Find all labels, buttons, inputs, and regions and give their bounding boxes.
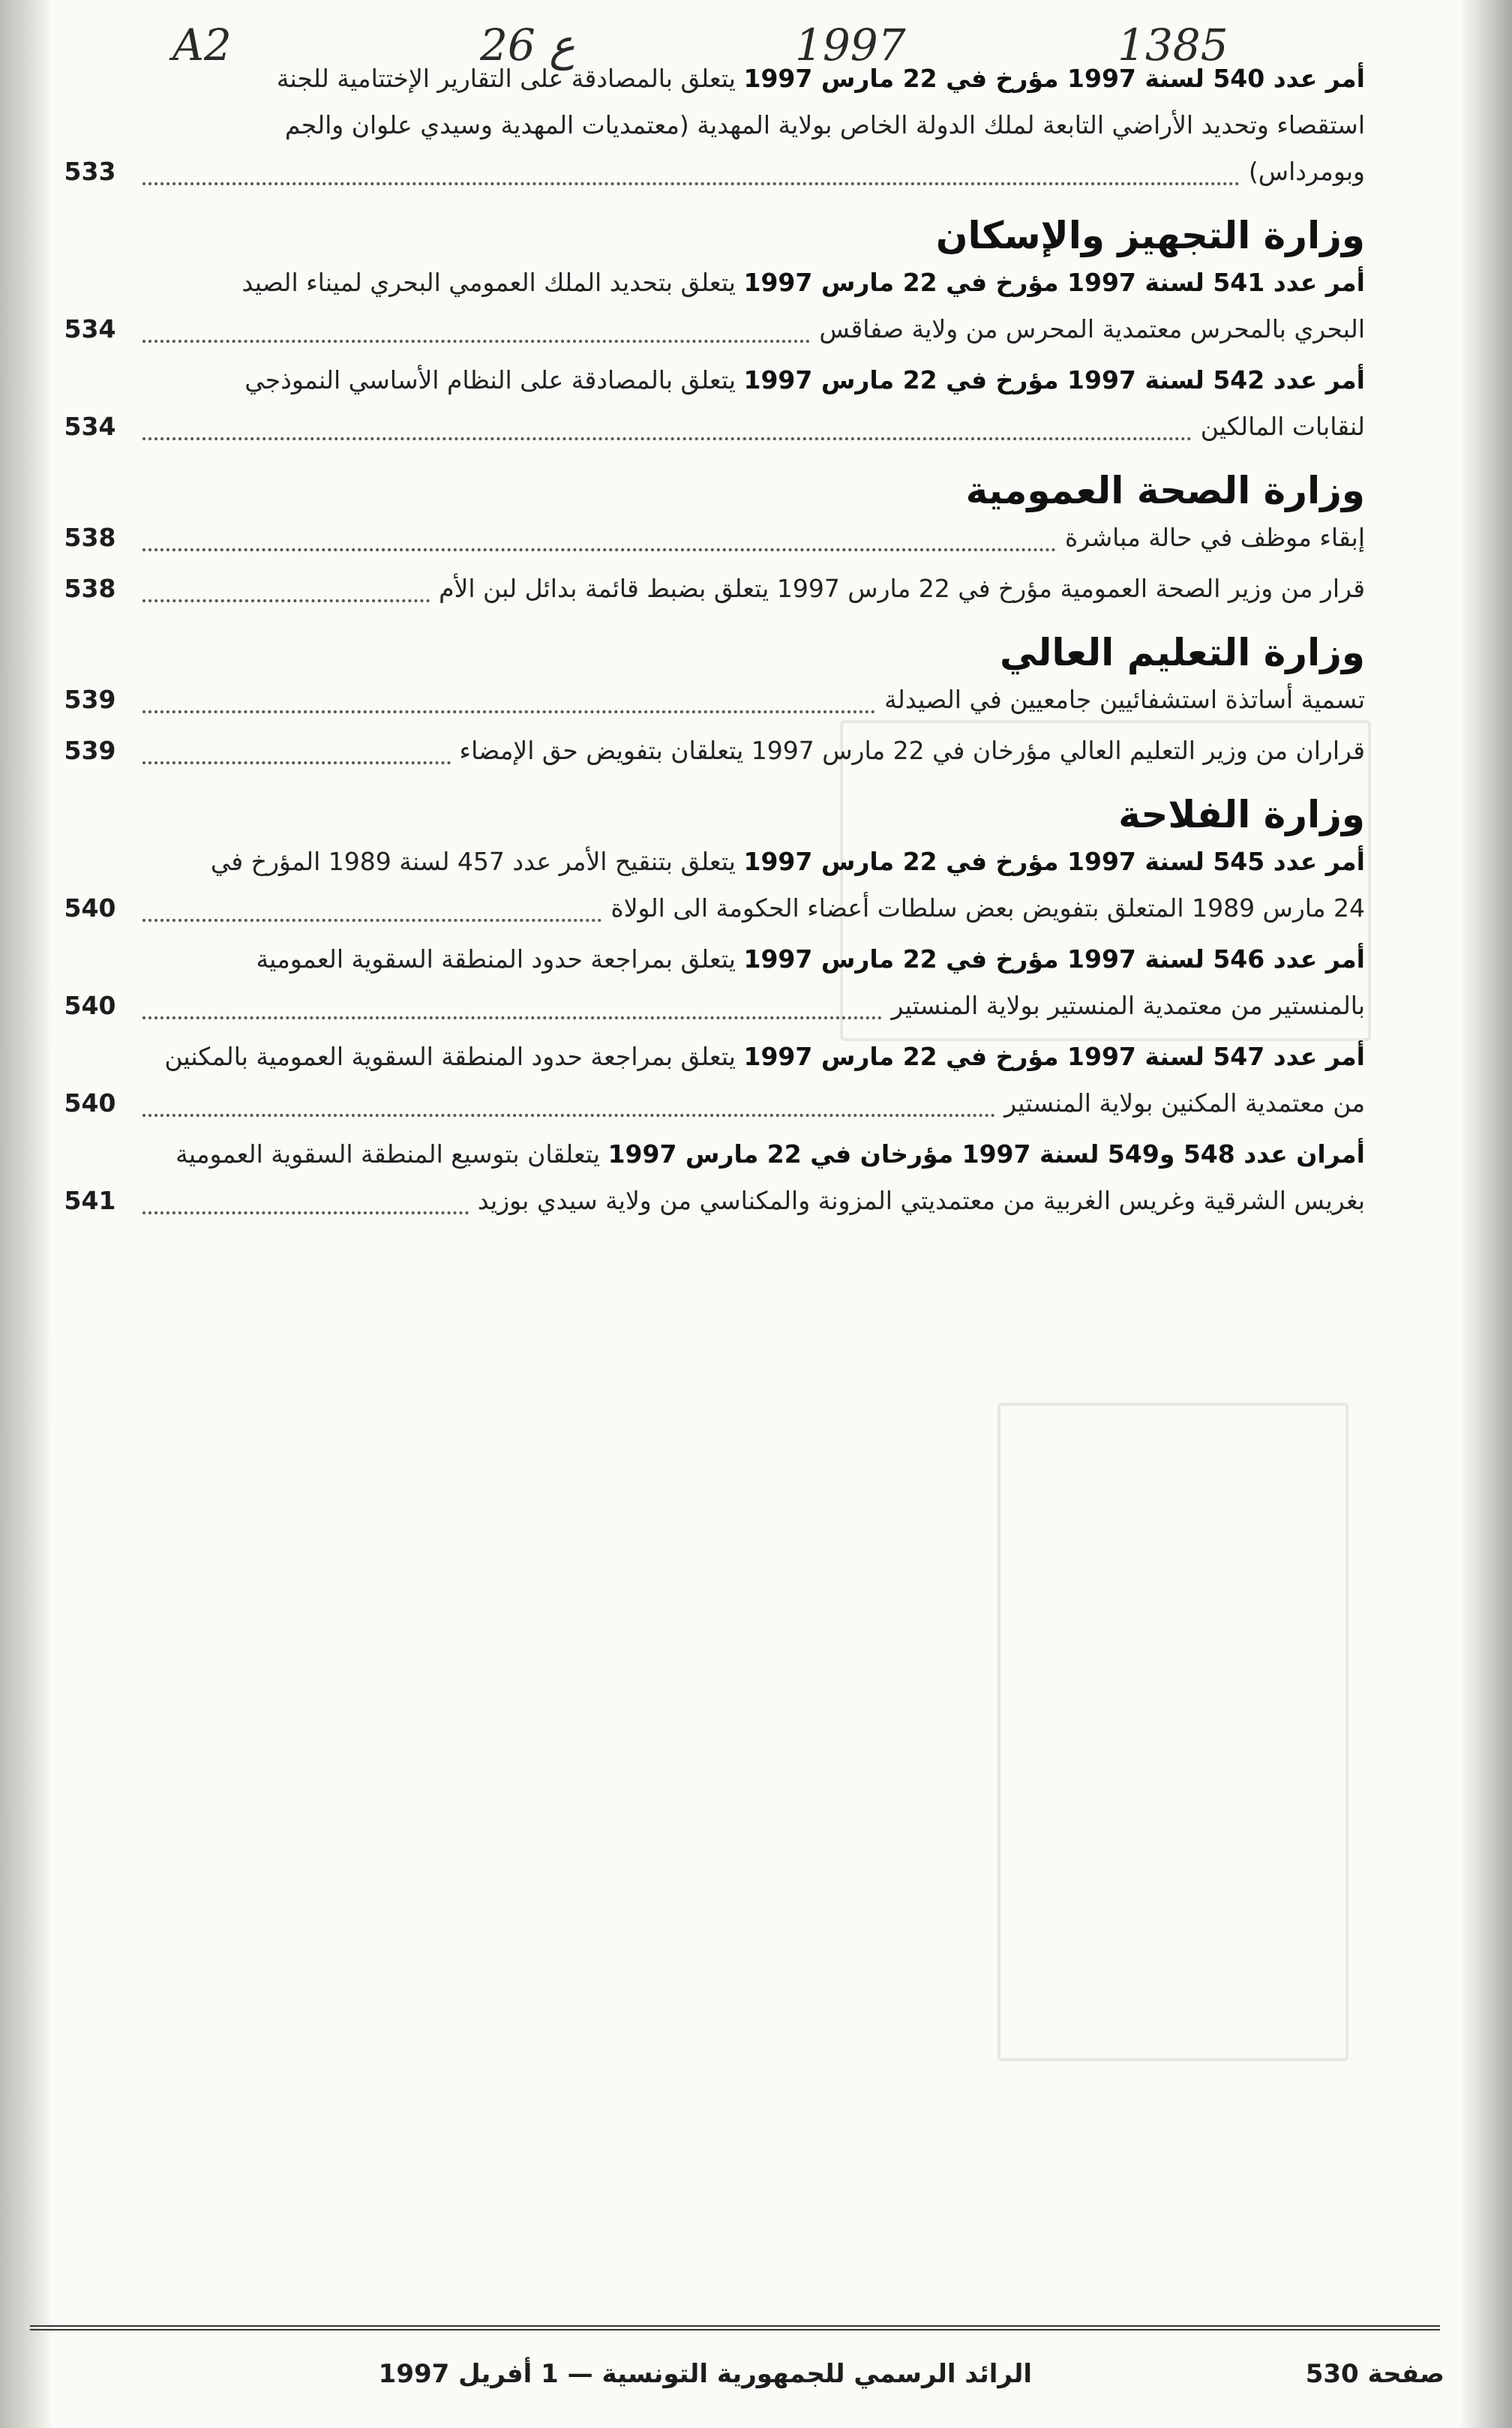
- entry-line: [1004, 1088, 1365, 1118]
- entry-line: [211, 847, 1365, 876]
- entry-line: [1065, 523, 1365, 552]
- entry-text: لنقابات المالكين: [1200, 412, 1365, 441]
- footer-page-label: صفحة 530: [1305, 2359, 1444, 2389]
- section-title: وزارة التعليم العالي: [1000, 631, 1365, 674]
- entry-text: يتعلق بتنقيح الأمر عدد 457 لسنة 1989 المؤرخ في: [210, 847, 736, 876]
- entry-line: [285, 110, 1365, 140]
- scan-right-edge: [1460, 0, 1512, 2428]
- leader-dots: [142, 340, 810, 343]
- entry-line: [242, 268, 1365, 297]
- entry-line: [1201, 412, 1365, 441]
- leader-dots: [142, 1211, 469, 1214]
- entry-line: [891, 991, 1365, 1020]
- leader-dots: [142, 1114, 995, 1117]
- footer-journal-title: الرائد الرسمي للجمهورية التونسية — 1 أفريل 1997: [378, 2359, 1032, 2389]
- toc-page-number[interactable]: 540: [64, 991, 116, 1020]
- entry-text: قراران من وزير التعليم العالي مؤرخان في 22 مارس 1997 يتعلقان بتفويض حق الإمضاء: [459, 736, 1365, 765]
- toc-page-number[interactable]: 538: [64, 574, 116, 603]
- leader-dots: [142, 437, 1192, 440]
- handwritten-note: 1997: [795, 20, 906, 71]
- handwritten-annotations: [0, 5, 1512, 72]
- toc-page-number[interactable]: 539: [64, 736, 116, 765]
- entry-line: [819, 314, 1365, 344]
- handwritten-note: 1385: [1118, 20, 1228, 71]
- entry-line: [478, 1186, 1365, 1215]
- entry-text: إبقاء موظف في حالة مباشرة: [1064, 523, 1365, 552]
- entry-line: [164, 1042, 1365, 1071]
- entry-text: من معتمدية المكنين بولاية المنستير: [1004, 1088, 1365, 1118]
- entry-text: بغريس الشرقية وغريس الغربية من معتمديتي المزونة والمكناسي من ولاية سيدي بوزيد: [477, 1186, 1365, 1215]
- entry-text: يتعلق بمراجعة حدود المنطقة السقوية العمومية: [256, 944, 736, 974]
- entry-text: البحري بالمحرس معتمدية المحرس من ولاية صفاقس: [819, 314, 1365, 344]
- entry-text: وبومرداس): [1248, 157, 1365, 186]
- toc-page-number[interactable]: 540: [64, 1088, 116, 1118]
- toc-page-number[interactable]: 538: [64, 523, 116, 552]
- entry-line: [610, 893, 1365, 923]
- bleed-through-box: [998, 1403, 1348, 2061]
- decree-title: أمر عدد 547 لسنة 1997 مؤرخ في 22 مارس 1997: [743, 1042, 1365, 1071]
- toc-page-number[interactable]: 534: [64, 314, 116, 344]
- section-title: وزارة الفلاحة: [1118, 793, 1365, 836]
- leader-dots: [142, 710, 875, 713]
- entry-line: [439, 574, 1365, 603]
- decree-title: أمر عدد 545 لسنة 1997 مؤرخ في 22 مارس 1997: [743, 847, 1365, 876]
- leader-dots: [142, 1016, 882, 1019]
- entry-text: تسمية أساتذة استشفائيين جامعيين في الصيدلة: [884, 685, 1365, 714]
- entry-line: [884, 685, 1365, 714]
- leader-dots: [142, 548, 1056, 551]
- entry-text: يتعلق بتحديد الملك العمومي البحري لميناء الصيد: [242, 268, 736, 297]
- entry-text: يتعلق بمراجعة حدود المنطقة السقوية العمومية بالمكنين: [164, 1042, 736, 1071]
- leader-dots: [142, 182, 1240, 185]
- toc-page-number[interactable]: 539: [64, 685, 116, 714]
- leader-dots: [142, 919, 602, 922]
- decree-title: أمر عدد 546 لسنة 1997 مؤرخ في 22 مارس 1997: [743, 944, 1365, 974]
- section-title: وزارة الصحة العمومية: [965, 469, 1365, 512]
- entry-text: 24 مارس 1989 المتعلق بتفويض بعض سلطات أعضاء الحكومة الى الولاة: [610, 893, 1365, 923]
- entry-text: قرار من وزير الصحة العمومية مؤرخ في 22 مارس 1997 يتعلق بضبط قائمة بدائل لبن الأم: [439, 574, 1365, 603]
- toc-page-number[interactable]: 533: [64, 157, 116, 186]
- toc-page-number[interactable]: 541: [64, 1186, 116, 1215]
- entry-text: بالمنستير من معتمدية المنستير بولاية المنستير: [891, 991, 1365, 1020]
- entry-line: [277, 64, 1365, 93]
- decree-title: أمر عدد 541 لسنة 1997 مؤرخ في 22 مارس 1997: [743, 268, 1365, 297]
- footer-rule: [30, 2325, 1440, 2330]
- toc-page-number[interactable]: 534: [64, 412, 116, 441]
- leader-dots: [142, 761, 451, 764]
- entry-line: [1249, 157, 1365, 186]
- handwritten-note: 26 ع: [480, 20, 575, 71]
- entry-text: استقصاء وتحديد الأراضي التابعة لملك الدولة الخاص بولاية المهدية (معتمديات المهدية وسيدي علوان والجم: [284, 110, 1365, 140]
- entry-text: يتعلق بالمصادقة على النظام الأساسي النموذجي: [244, 365, 736, 395]
- entry-line: [244, 365, 1365, 395]
- decree-title: أمر عدد 542 لسنة 1997 مؤرخ في 22 مارس 1997: [743, 365, 1365, 395]
- handwritten-note: A2: [172, 20, 232, 71]
- leader-dots: [142, 599, 430, 602]
- toc-page-number[interactable]: 540: [64, 893, 116, 923]
- decree-title: أمر عدد 540 لسنة 1997 مؤرخ في 22 مارس 1997: [743, 64, 1365, 93]
- entry-line: [256, 944, 1365, 974]
- entry-text: يتعلقان بتوسيع المنطقة السقوية العمومية: [176, 1139, 601, 1169]
- decree-title: أمران عدد 548 و549 لسنة 1997 مؤرخان في 22 مارس 1997: [608, 1139, 1365, 1169]
- entry-line: [176, 1139, 1365, 1169]
- section-title: وزارة التجهيز والإسكان: [935, 214, 1365, 257]
- entry-text: يتعلق بالمصادقة على التقارير الإختتامية للجنة: [276, 64, 736, 93]
- entry-line: [460, 736, 1365, 765]
